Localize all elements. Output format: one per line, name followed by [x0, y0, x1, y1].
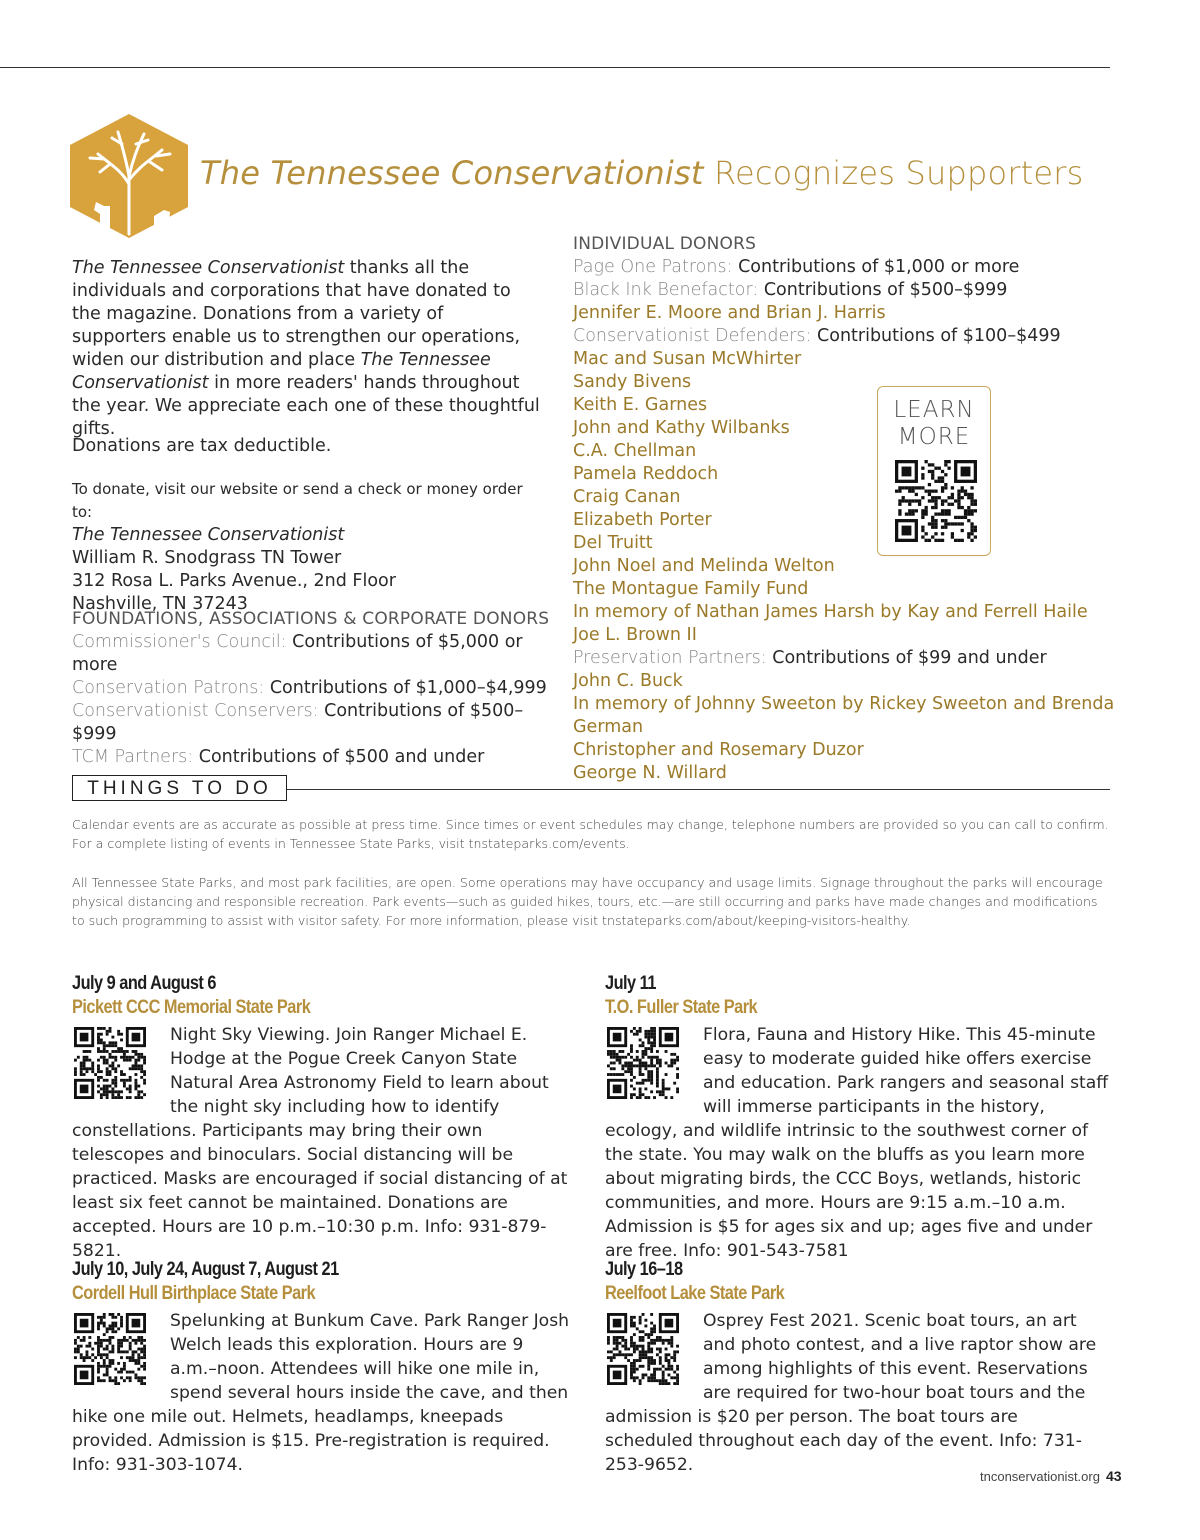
donor-name: In memory of Johnny Sweeton by Rickey Sweeton and Brenda German: [573, 694, 1115, 737]
event-description: Night Sky Viewing. Join Ranger Michael E. Hodge at the Pogue Creek Canyon State Natural Area Astronomy Field to learn about the night sky including how to identify constellations. Participants may bring their own telescopes and binoculars. Social distancing will be practiced. Masks are encouraged if social distancing of at least six feet cannot be maintained. Donations are accepted. Hours are 10 p.m.–10:30 p.m. Info: 931-879-5821.: [72, 1025, 568, 1261]
event-description: Flora, Fauna and History Hike. This 45-minute easy to moderate guided hike offers exercise and education. Park rangers and seasonal staff will immerse participants in the history, ecology, and wildlife intrinsic to the southwest corner of the state. You may walk on the bluffs as you learn more about migrating birds, the CCC Boys, wetlands, historic communities, and more. Hours are 9:15 a.m.–10 a.m. Admission is $5 for ages six and up; ages five and under are free. Info: 901-543-7581: [605, 1025, 1109, 1261]
donor-name: Christopher and Rosemary Duzor: [573, 740, 864, 760]
donor-name: Jennifer E. Moore and Brian J. Harris: [573, 303, 886, 323]
donor-name: The Montague Family Fund: [573, 579, 809, 599]
qr-code-icon[interactable]: [74, 1313, 146, 1385]
donor-name: Sandy Bivens: [573, 372, 692, 392]
individual-heading: INDIVIDUAL DONORS: [573, 234, 757, 254]
individual-donors: [573, 233, 1133, 785]
event-description: Spelunking at Bunkum Cave. Park Ranger Josh Welch leads this exploration. Hours are 9 a.m.–noon. Attendees will hike one mile in, spend several hours inside the cave, and then hike one mile out. Helmets, headlamps, kneepads provided. Admission is $15. Pre-registration is required. Info: 931-303-1074.: [72, 1311, 570, 1475]
donor-name: Pamela Reddoch: [573, 464, 719, 484]
event-date: July 11: [605, 973, 656, 994]
donor-name: In memory of Nathan James Harsh by Kay and Ferrell Haile: [573, 602, 1088, 622]
donor-name: John Noel and Melinda Welton: [573, 556, 835, 576]
calendar-note: Calendar events are as accurate as possible at press time. Since times or event schedules may change, telephone numbers are provided so you can call to confirm. For a complete listing of events in Tennessee State Parks, visit tnstateparks.com/events.: [72, 817, 1109, 851]
donor-name: Elizabeth Porter: [573, 510, 712, 530]
event-item: [72, 1258, 572, 1477]
things-to-do-header: [72, 775, 287, 801]
donor-name: John and Kathy Wilbanks: [573, 418, 790, 438]
section-rule: [287, 789, 1110, 790]
donor-name: Joe L. Brown II: [573, 625, 697, 645]
page-title: The Tennessee Conservationist Recognizes Supporters: [200, 154, 1084, 192]
donor-name: George N. Willard: [573, 763, 727, 783]
donor-name: Keith E. Garnes: [573, 395, 708, 415]
event-item: [605, 972, 1110, 1263]
event-date: July 16–18: [605, 1259, 683, 1280]
page-number: 43: [1105, 1468, 1122, 1484]
event-date: July 9 and August 6: [72, 973, 216, 994]
event-item: [605, 1258, 1110, 1477]
tree-deer-logo: [70, 114, 188, 238]
qr-code-icon[interactable]: [607, 1027, 679, 1099]
event-park: Cordell Hull Birthplace State Park: [72, 1283, 316, 1304]
donor-name: Mac and Susan McWhirter: [573, 349, 802, 369]
tax-note: Donations are tax deductible.: [72, 436, 332, 456]
tier: Conservation Patrons: Contributions of $1,000–$4,999: [72, 678, 547, 698]
tier: Conservationist Conservers: Contributions of $500–$999: [72, 701, 524, 744]
tier: Commissioner's Council: Contributions of $5,000 or more: [72, 632, 523, 675]
tier: Page One Patrons: Contributions of $1,000 or more: [573, 257, 1020, 277]
event-park: Reelfoot Lake State Park: [605, 1283, 785, 1304]
event-date: July 10, July 24, August 7, August 21: [72, 1259, 339, 1280]
tier: Conservationist Defenders: Contributions of $100–$499: [573, 326, 1061, 346]
tier: Black Ink Benefactor: Contributions of $500–$999: [573, 280, 1008, 300]
parks-open-note: All Tennessee State Parks, and most park facilities, are open. Some operations may have occupancy and usage limits. Signage throughout the parks will encourage physical distancing and responsible recreation. Park events—such as guided hikes, tours, etc.—are still occurring and parks have made changes and modifications to such programming to assist with visitor safety. For more information, please visit tnstateparks.com/about/keeping-visitors-healthy.: [72, 875, 1103, 928]
learn-more-label: LEARN MORE: [893, 397, 975, 450]
intro-paragraph: The Tennessee Conservationist thanks all the individuals and corporations that have donated to the magazine. Donations from a variety of supporters enable us to strengthen our operations, widen our distribution and place The Tennessee Conservationist in more readers' hands throughout the year. We appreciate each one of these thoughtful gifts.: [72, 258, 540, 439]
event-description: Osprey Fest 2021. Scenic boat tours, an art and photo contest, and a live raptor show are among highlights of this event. Reservations are required for two-hour boat tours and the admission is $20 per person. The boat tours are scheduled throughout each day of the event. Info: 731-253-9652.: [605, 1311, 1097, 1475]
learn-more-box[interactable]: [877, 386, 991, 556]
page-footer: [980, 1468, 1122, 1484]
foundation-heading: FOUNDATIONS, ASSOCIATIONS & CORPORATE DONORS: [72, 609, 550, 629]
top-rule: [0, 67, 1110, 68]
event-park: T.O. Fuller State Park: [605, 997, 758, 1018]
qr-code-icon[interactable]: [607, 1313, 679, 1385]
foundation-donors: [72, 608, 552, 769]
event-item: [72, 972, 572, 1263]
donate-address: To donate, visit our website or send a check or money order to: The Tennessee Conservationist William R. Snodgrass TN Tower 312 Rosa L. Parks Avenue., 2nd Floor Nashville, TN 37243: [72, 480, 523, 614]
donor-name: John C. Buck: [573, 671, 683, 691]
event-park: Pickett CCC Memorial State Park: [72, 997, 311, 1018]
donor-name: C.A. Chellman: [573, 441, 697, 461]
donor-name: Del Truitt: [573, 533, 653, 553]
qr-code-icon[interactable]: [74, 1027, 146, 1099]
things-to-do-label: THINGS TO DO: [87, 778, 272, 799]
donor-name: Craig Canan: [573, 487, 681, 507]
tier: Preservation Partners: Contributions of $99 and under: [573, 648, 1047, 668]
qr-code-icon[interactable]: [895, 460, 977, 542]
tier: TCM Partners: Contributions of $500 and under: [72, 747, 485, 767]
footer-site: tnconservationist.org: [980, 1469, 1100, 1484]
